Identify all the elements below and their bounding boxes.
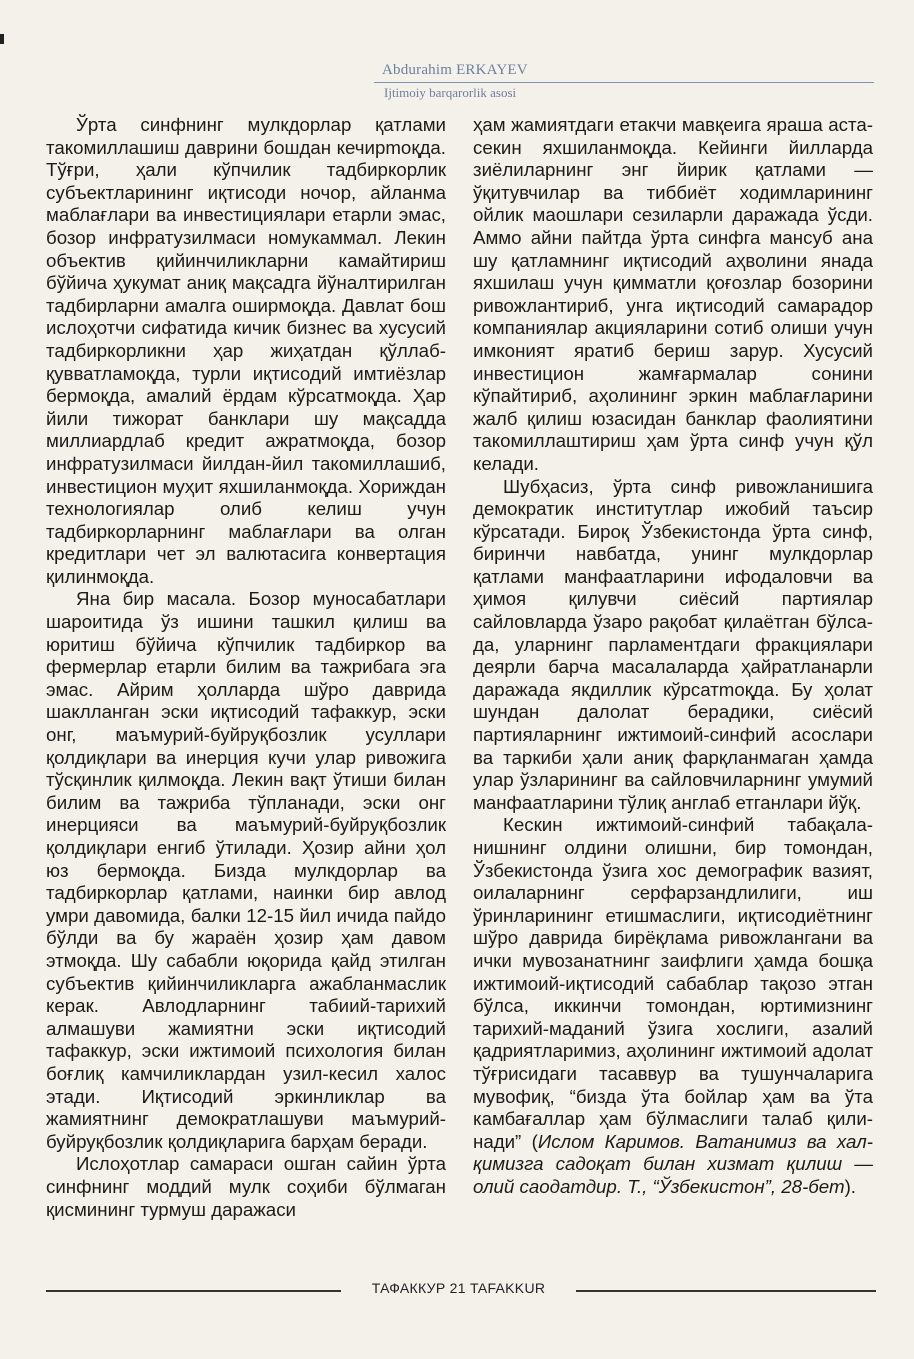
paragraph-with-citation — [473, 814, 873, 1198]
footer-rule-left — [46, 1290, 341, 1292]
paragraph: Ўрта синфнинг мулкдорлар қатлами такомиллашиш даврини бошдан кечирmоқда. Тўғри, ҳали кўпчилик тадбиркорлик субъектларининг иқтисоди ночор, айланма маблағлари ва инвестициялари етарли эмас, бозор инфратузилмаси номукаммал. Лекин объектив қийинчиликларни камайтириш бўйича ҳукумат аниқ мақсадга йўналтирилган тадбирларни амалга оширмоқда. Давлат бош ислоҳотчи сифатида кичик бизнес ва хусусий тадбиркорликни ҳар жиҳатдан қўллаб-қувватламоқда, турли иқтисодий имтиёзлар бермоқда, амалий ёрдам кўрсатмоқда. Ҳар йили тижорат банклари шу мақсадда миллиардлаб кредит ажратмоқда, бозор инфратузилмаси йилдан-йил такомиллашиб, инвестицион муҳит яхшиланмоқда. Хориждан технологиялар олиб келиш учун тадбиркорларнинг маблағлари ва олган кредитлари чет эл валютасига конвертация қилинмоқда. — [46, 114, 446, 587]
footer-rule-right — [576, 1290, 876, 1292]
paragraph-text: Кескин ижтимоий-синфий табақаланишнинг олдини олишни, бир томондан, Ўзбекистонда ўзига хос демографик вазият, оилаларнинг серфарзандлилиги, иш ўринларининг етишмаслиги, иқтисодиётнинг шўро даврида бирёқлама ривожлангани ва ички мувозанатнинг заифлиги ҳамда бошқа ижтимоий-иқтисодий сабаблар тақозо этган бўлса, иккинчи томондан, юртимизнинг тарихий-маданий ўзига хослиги, азалий қадриятларимиз, аҳолининг ижтимоий адолат тўғрисидаги тасаввур ва тушунчаларига мувофиқ, “бизда ўта бойлар ҳам ва ўта камбағаллар ҳам бўлмаслиги талаб қилинади” ( — [473, 814, 873, 1152]
citation-close: ). — [844, 1175, 856, 1197]
paragraph: Шубҳасиз, ўрта синф ривожланишига демократик институтлар ижобий таъсир кўрсатади. Бироқ Ўзбекистонда ўрта синф, биринчи навбатда, унинг мулкдорлар қатлами манфаатларини ифодаловчи ва ҳимоя қилувчи сиёсий партиялар сайловларда ўзаро рақобат қилаётган бўлса-да, уларнинг парламентдаги фракциялари деярли барча масалаларда ҳайратланарли даражада якдиллик кўрсатmоқда. Бу ҳолат шундан далолат берадики, сиёсий партияларнинг ижтимоий-синфий асослари ва таркиби ҳали аниқ фарқланмаган ҳамда улар ўзларининг ва сайловчиларнинг умумий манфаатларини тўлиқ англаб етганлари йўқ. — [473, 475, 873, 813]
footer-folio: ТАФАККУР 21 TAFAKKUR — [371, 1280, 546, 1296]
header-subtitle: Ijtimoiy barqarorlik asosi — [384, 85, 517, 100]
page-footer — [46, 1280, 876, 1300]
paragraph: Яна бир масала. Бозор муносабатлари шароитида ўз ишини ташкил қилиш ва юритиш бўйича кўпчилик тадбиркор ва фермерлар етарли билим ва тажрибага эга эмас. Айрим ҳолларда шўро даврида шаклланган эски иқтисодий тафаккур, эски онг, маъмурий-буйруқбозлик усуллари қолдиқлари ва инерция кучи улар ривожига тўсқинлик қилмоқда. Лекин вақт ўтиши билан билим ва тажриба тўпланади, эски онг инерцияси ва маъмурий-буйруқбозлик қолдиқлари енгиб ўтилади. Ҳозир айни ҳол юз бермоқда. Бизда мулкдорлар ва тадбиркорлар қатлами, наинки бир авлод умри давомида, балки 12-15 йил ичида пайдо бўлди ва бу жараён ҳозир ҳам давом этмоқда. Шу сабабли юқорида қайд этилган субъектив қийинчиликларга ажабланмаслик керак. Авлодларнинг табиий-тарихий алмашуви жамиятни эски иқтисодий тафаккур, эски ижтимоий психология билан боғлиқ камчиликлардан узил-кесил халос этади. Иқтисодий эркинликлар ва жамиятнинг демократлашуви маъмурий-буйруқбозлик қолдиқларига барҳам беради. — [46, 588, 446, 1152]
citation: Ислом Каримов. Ватанимиз ва халқимизга садоқат билан хизмат қилиш — олий саодатдир. Т., “Ўзбекистон”, 28-бет — [473, 1130, 873, 1197]
text-column-right — [473, 114, 873, 1199]
paragraph: Ислоҳотлар самараси ошган сайин ўрта синфнинг моддий мулк соҳиби бўлмаган қисмининг турмуш даражаси — [46, 1153, 446, 1220]
paragraph: ҳам жамиятдаги етакчи мавқеига яраша аста-секин яхшиланмоқда. Кейинги йилларда зиёлиларнинг энг йирик қатлами — ўқитувчилар ва тиббиёт ходимларининг ойлик маошлари сезиларли даражада ўсди. Аммо айни пайтда ўрта синфга мансуб ана шу қатламнинг иқтисодий аҳволини янада яхшилаш учун қимматли қоғозлар бозорини ривожлантириб, унга иқтисодий самарадор компаниялар акцияларини сотиб олиши учун имконият яратиб бериш зарур. Хусусий инвестицион жамғармалар сонини кўпайтириб, аҳолининг эркин маблағларини жалб қилиш юзасидан банклар фаолиятини такомиллаштириш ҳам ўрта синф учун қўл келади. — [473, 114, 873, 474]
running-header — [374, 62, 874, 101]
page-edge-mark — [0, 34, 4, 44]
header-author: Abdurahim ERKAYEV — [382, 62, 528, 78]
text-column-left — [46, 114, 446, 1221]
header-rule — [374, 82, 874, 83]
